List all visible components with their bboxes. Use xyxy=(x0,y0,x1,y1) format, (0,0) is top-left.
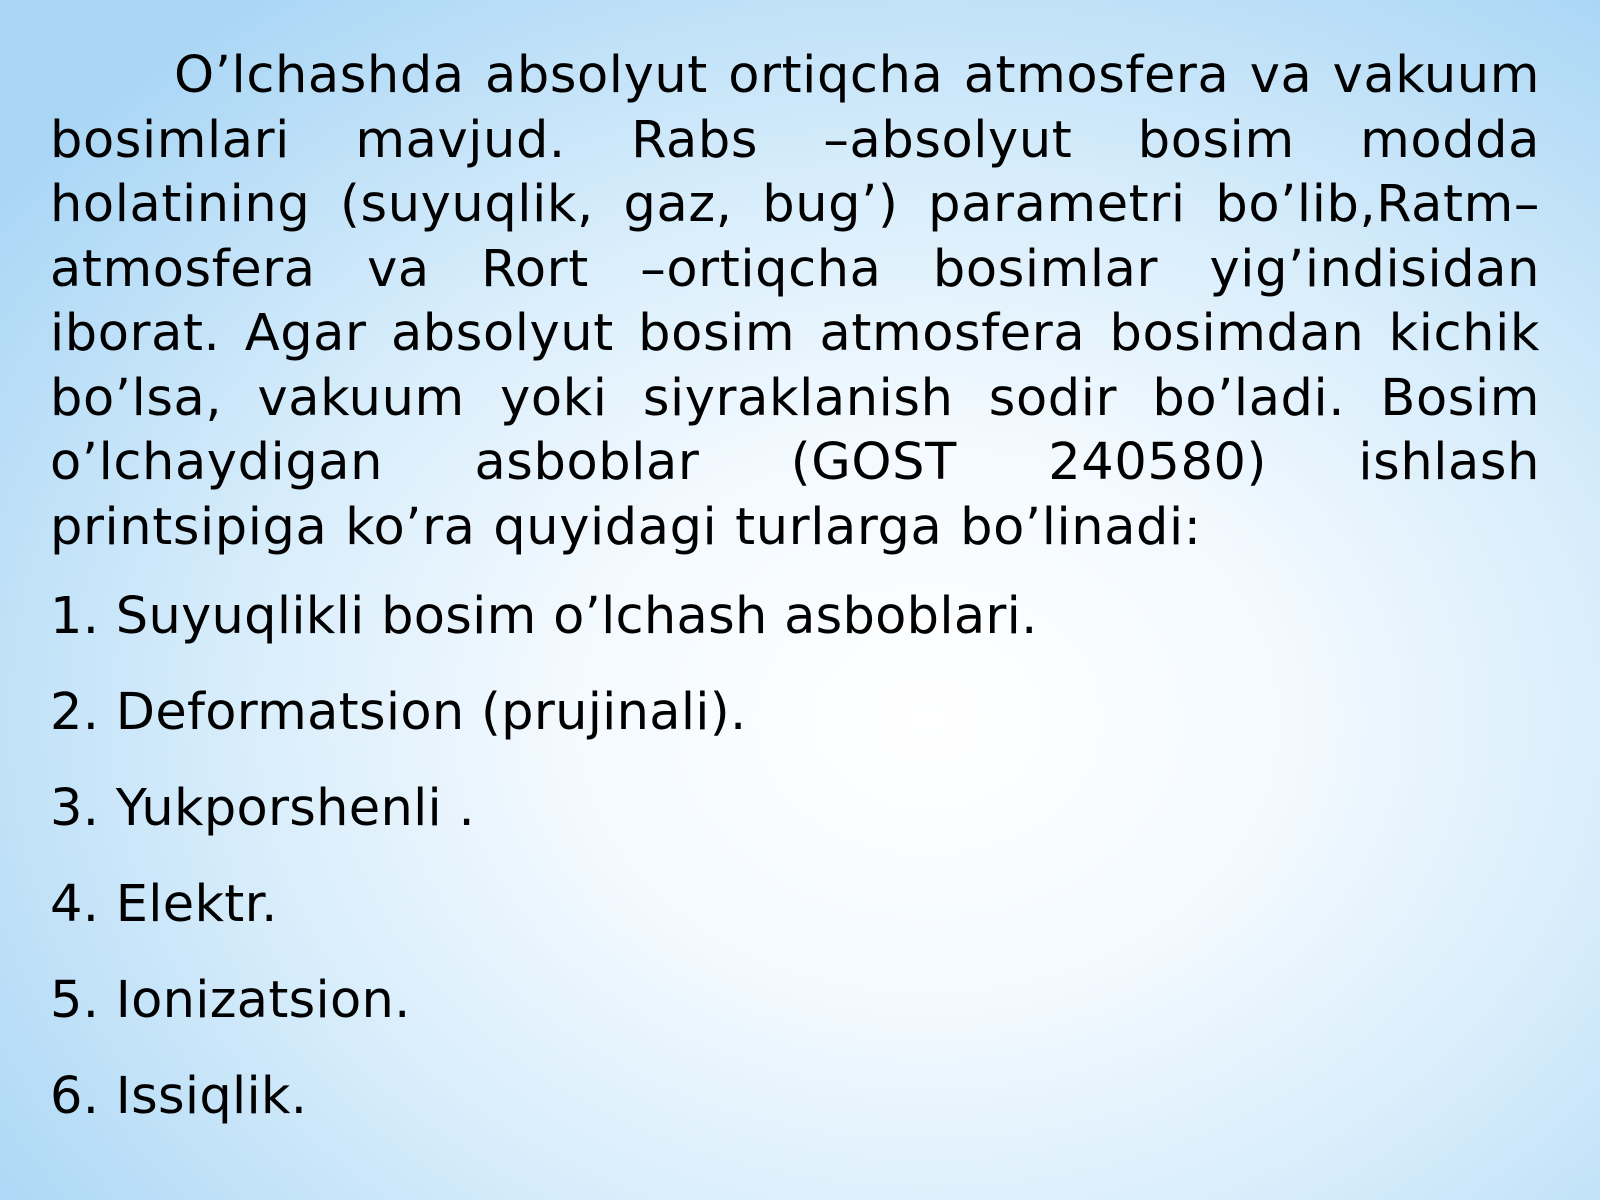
list-item: 6. Issiqlik. xyxy=(50,1067,308,1126)
list-item: 5. Ionizatsion. xyxy=(50,971,411,1030)
list-item: 2. Deformatsion (prujinali). xyxy=(50,683,747,742)
body-paragraph: O’lchashda absolyut ortiqcha atmosfera va vakuum bosimlari mavjud. Rabs –absolyut bosim modda holatining (suyuqlik, gaz, bug’) parametri bo’lib,Ratm–atmosfera va Rort –ortiqcha bosimlar yig’indisidan iborat. Agar absolyut bosim atmosfera bosimdan kichik bo’lsa, vakuum yoki siyraklanish sodir bo’ladi. Bosim o’lchaydigan asboblar (GOST 240580) ishlash printsipiga ko’ra quyidagi turlarga bo’linadi: xyxy=(50,46,1540,557)
list-item: 3. Yukporshenli . xyxy=(50,779,476,838)
list-item: 4. Elektr. xyxy=(50,875,278,934)
list-item: 1. Suyuqlikli bosim o’lchash asboblari. xyxy=(50,587,1038,646)
pressure-instrument-list xyxy=(50,585,1540,1161)
